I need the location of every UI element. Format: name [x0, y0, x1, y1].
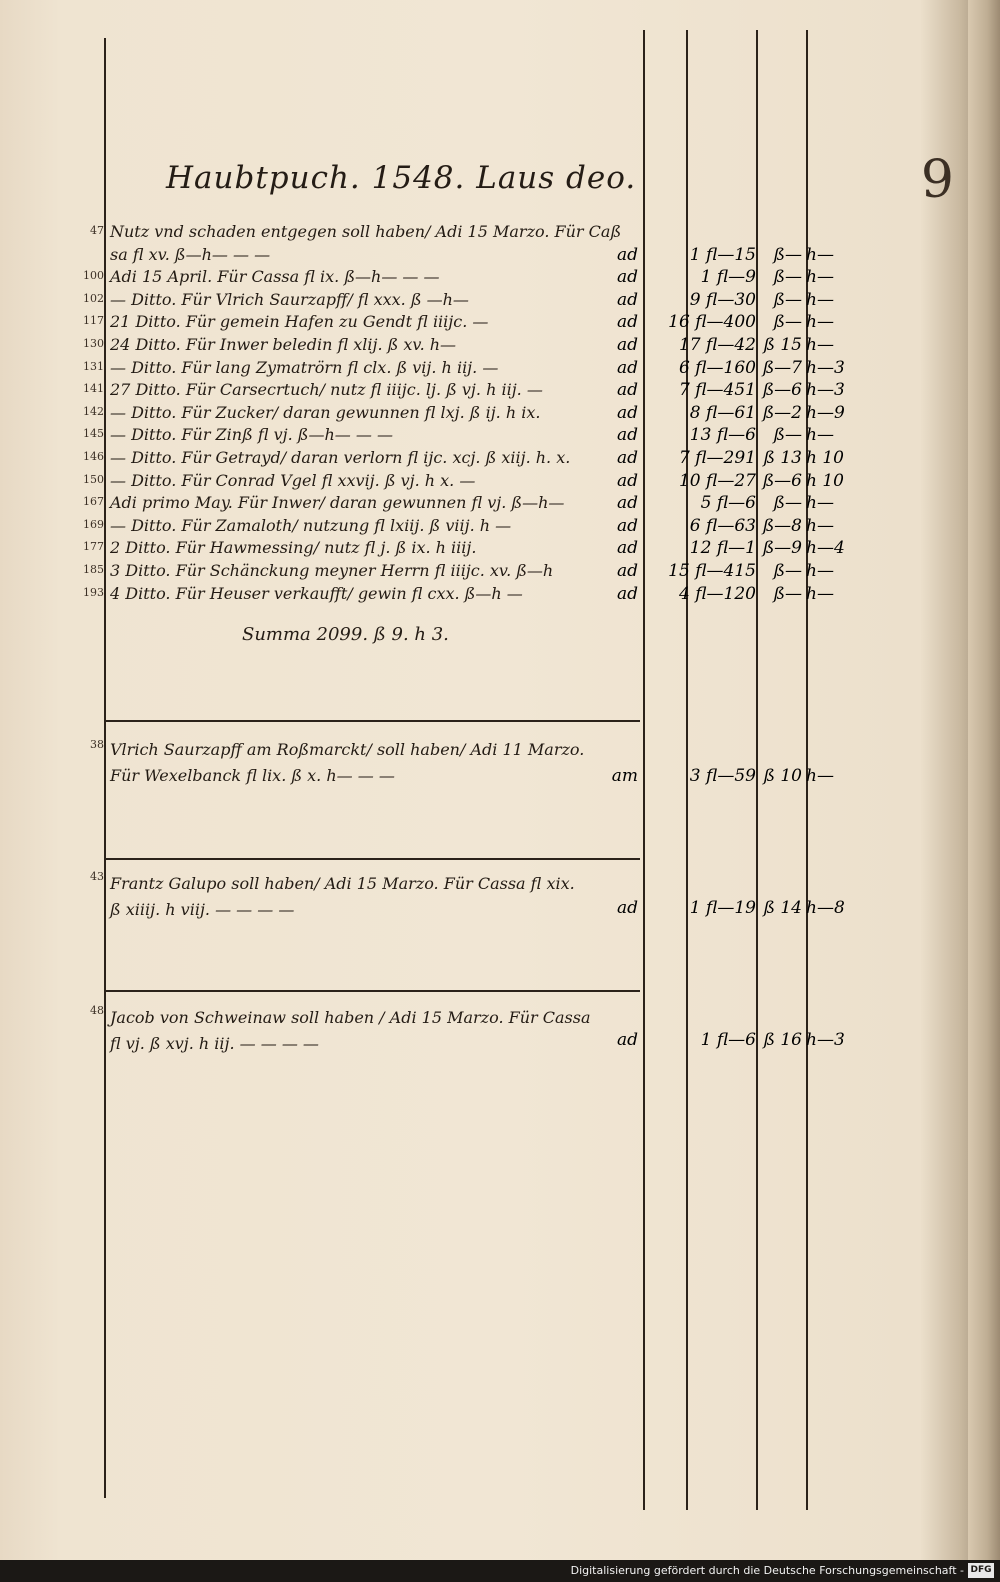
- line-number: 150: [83, 472, 104, 486]
- entry-line: — Ditto. Für Getrayd/ daran verlorn fl ijc. xcj. ß xiij. h. x.: [110, 448, 571, 467]
- line-number: 142: [83, 404, 104, 418]
- entry-line: Adi primo May. Für Inwer/ daran gewunnen fl vj. ß—h—: [110, 493, 565, 513]
- amount-schilling: ß—: [773, 244, 802, 265]
- amount-heller: h—4: [806, 538, 845, 559]
- account-separator: [104, 858, 640, 860]
- amount-heller: h—9: [806, 402, 845, 423]
- amount-schilling: ß 10: [763, 766, 802, 786]
- amount-florins: 1 fl—9: [700, 267, 756, 288]
- amount-schilling: ß 13: [763, 448, 802, 468]
- line-number: 47: [90, 224, 104, 237]
- entry-line: Jacob von Schweinaw soll haben / Adi 15 Marzo. Für Cassa: [110, 1008, 591, 1027]
- amount-schilling: ß—: [773, 312, 802, 333]
- amount-schilling: ß—: [773, 289, 802, 310]
- entry-reference: ad: [616, 244, 638, 265]
- amount-schilling: ß—7: [762, 357, 802, 378]
- entry-line: 3 Ditto. Für Schänckung meyner Herrn fl iiijc. xv. ß—h: [110, 561, 554, 580]
- entry-reference: ad: [616, 470, 638, 491]
- amount-florins: 1 fl—15: [689, 244, 756, 265]
- entry-line: — Ditto. Für Conrad Vgel fl xxvij. ß vj. h x. —: [110, 470, 476, 490]
- entry-reference: ad: [616, 289, 638, 310]
- entry-reference: ad: [616, 335, 638, 355]
- amount-florins: 7 fl—451: [678, 380, 756, 401]
- amount-florins: 3 fl—59: [689, 766, 756, 786]
- amount-schilling: ß—: [773, 267, 802, 288]
- amount-heller: h—8: [806, 898, 845, 918]
- entry-line: Adi 15 April. Für Cassa fl ix. ß—h— — —: [110, 267, 440, 287]
- entry-line: 21 Ditto. Für gemein Hafen zu Gendt fl iiijc. —: [110, 312, 489, 332]
- footer-credit: Digitalisierung gefördert durch die Deutsche Forschungsgemeinschaft -: [570, 1564, 964, 1577]
- entry-line: 2 Ditto. Für Hawmessing/ nutz fl j. ß ix. h iiij.: [110, 538, 477, 558]
- entry-line: sa fl xv. ß—h— — —: [110, 244, 271, 264]
- entry-line: — Ditto. Für Vlrich Saurzapff/ fl xxx. ß —h—: [110, 289, 469, 309]
- amount-florins: 1 fl—19: [689, 898, 756, 918]
- entry-line: — Ditto. Für Zamaloth/ nutzung fl lxiij. ß viij. h —: [110, 515, 512, 535]
- entry-reference: ad: [616, 380, 638, 401]
- line-number: 145: [83, 427, 104, 441]
- amount-schilling: ß 14: [763, 898, 802, 918]
- entry-reference: ad: [616, 515, 638, 536]
- line-number: 193: [83, 585, 104, 599]
- amount-florins: 12 fl—1: [689, 538, 756, 559]
- amount-heller: h—: [806, 267, 834, 288]
- entry-reference: ad: [616, 425, 638, 446]
- line-number: 131: [83, 359, 104, 373]
- amount-schilling: ß 15: [763, 335, 802, 355]
- amount-florins: 15 fl—415: [668, 561, 756, 581]
- amount-schilling: ß—6: [762, 470, 802, 491]
- entry-reference: am: [611, 766, 638, 786]
- entry-line: 24 Ditto. Für Inwer beledin fl xlij. ß xv. h—: [110, 335, 457, 354]
- entry-reference: ad: [616, 561, 638, 581]
- amount-heller: h—: [806, 244, 834, 265]
- amount-schilling: ß—6: [762, 380, 802, 401]
- entry-reference: ad: [616, 898, 638, 918]
- line-number: 185: [83, 563, 104, 576]
- line-number: 48: [90, 1004, 104, 1017]
- left-margin-rule: [104, 38, 106, 1498]
- amount-column-rule-1: [643, 30, 645, 1510]
- amount-schilling: ß—2: [762, 402, 802, 423]
- entry-line: ß xiiij. h viij. — — — —: [110, 900, 295, 919]
- line-number: 146: [83, 450, 104, 463]
- line-number: 102: [83, 291, 104, 305]
- amount-heller: h—: [806, 289, 834, 310]
- amount-heller: h—3: [806, 1030, 845, 1050]
- amount-heller: h—3: [806, 380, 845, 401]
- amount-florins: 6 fl—63: [689, 515, 756, 536]
- amount-heller: h—: [806, 515, 834, 536]
- dfg-logo: DFG: [968, 1563, 994, 1578]
- entry-reference: ad: [616, 1030, 638, 1050]
- amount-schilling: ß—: [773, 493, 802, 514]
- amount-heller: h—: [806, 335, 834, 355]
- footer-bar: [0, 1560, 1000, 1582]
- entry-reference: ad: [616, 357, 638, 378]
- amount-florins: 10 fl—27: [678, 470, 756, 491]
- amount-schilling: ß—: [773, 425, 802, 446]
- line-number: 177: [83, 540, 104, 554]
- amount-florins: 7 fl—291: [678, 448, 756, 468]
- entry-reference: ad: [616, 402, 638, 423]
- line-number: 43: [90, 870, 104, 883]
- amount-schilling: ß 16: [763, 1030, 802, 1050]
- entry-reference: ad: [616, 267, 638, 288]
- amount-florins: 6 fl—160: [678, 357, 756, 378]
- amount-florins: 9 fl—30: [689, 289, 756, 310]
- amount-heller: h—3: [806, 357, 845, 378]
- amount-schilling: ß—8: [762, 515, 802, 536]
- page-header: Haubtpuch. 1548. Laus deo.: [166, 160, 637, 196]
- line-number: 141: [83, 382, 104, 396]
- amount-florins: 1 fl—6: [700, 1030, 756, 1050]
- summa-total: Summa 2099. ß 9. h 3.: [242, 624, 449, 645]
- next-page-edge: [968, 0, 1000, 1560]
- entry-line: — Ditto. Für Zucker/ daran gewunnen fl lxj. ß ij. h ix.: [110, 402, 541, 422]
- line-number: 117: [83, 314, 104, 328]
- amount-heller: h—: [806, 561, 834, 581]
- entry-line: Nutz vnd schaden entgegen soll haben/ Adi 15 Marzo. Für Caß: [110, 222, 622, 241]
- amount-heller: h—: [806, 766, 834, 786]
- amount-florins: 5 fl—6: [700, 493, 756, 514]
- amount-heller: h—: [806, 583, 834, 604]
- entry-line: fl vj. ß xvj. h iij. — — — —: [110, 1034, 319, 1053]
- amount-florins: 17 fl—42: [678, 335, 756, 355]
- entry-line: 4 Ditto. Für Heuser verkaufft/ gewin fl cxx. ß—h —: [110, 583, 523, 603]
- line-number: 38: [90, 738, 104, 751]
- line-number: 130: [83, 337, 104, 350]
- amount-heller: h—: [806, 425, 834, 446]
- amount-schilling: ß—9: [762, 538, 802, 559]
- entry-line: — Ditto. Für Zinß fl vj. ß—h— — —: [110, 425, 393, 445]
- entry-line: Für Wexelbanck fl lix. ß x. h— — —: [110, 766, 395, 785]
- entry-reference: ad: [616, 448, 638, 468]
- account-separator: [104, 720, 640, 722]
- amount-florins: 13 fl—6: [689, 425, 756, 446]
- amount-schilling: ß—: [773, 583, 802, 604]
- entry-reference: ad: [616, 312, 638, 333]
- account-separator: [104, 990, 640, 992]
- entry-line: — Ditto. Für lang Zymatrörn fl clx. ß vij. h iij. —: [110, 357, 499, 377]
- amount-heller: h—: [806, 312, 834, 333]
- entry-line: 27 Ditto. Für Carsecrtuch/ nutz fl iiijc. lj. ß vj. h iij. —: [110, 380, 543, 400]
- amount-heller: h 10: [806, 448, 844, 468]
- entry-reference: ad: [616, 493, 638, 514]
- amount-schilling: ß—: [773, 561, 802, 581]
- amount-florins: 16 fl—400: [668, 312, 756, 333]
- entry-line: Vlrich Saurzapff am Roßmarckt/ soll haben/ Adi 11 Marzo.: [110, 740, 585, 759]
- page-number: 9: [920, 150, 954, 210]
- line-number: 169: [83, 517, 104, 531]
- amount-heller: h 10: [806, 470, 844, 491]
- entry-reference: ad: [616, 583, 638, 604]
- line-number: 100: [83, 269, 104, 283]
- amount-florins: 8 fl—61: [689, 402, 756, 423]
- entry-line: Frantz Galupo soll haben/ Adi 15 Marzo. Für Cassa fl xix.: [110, 874, 575, 893]
- amount-florins: 4 fl—120: [678, 583, 756, 604]
- line-number: 167: [83, 495, 104, 509]
- entry-reference: ad: [616, 538, 638, 559]
- amount-heller: h—: [806, 493, 834, 514]
